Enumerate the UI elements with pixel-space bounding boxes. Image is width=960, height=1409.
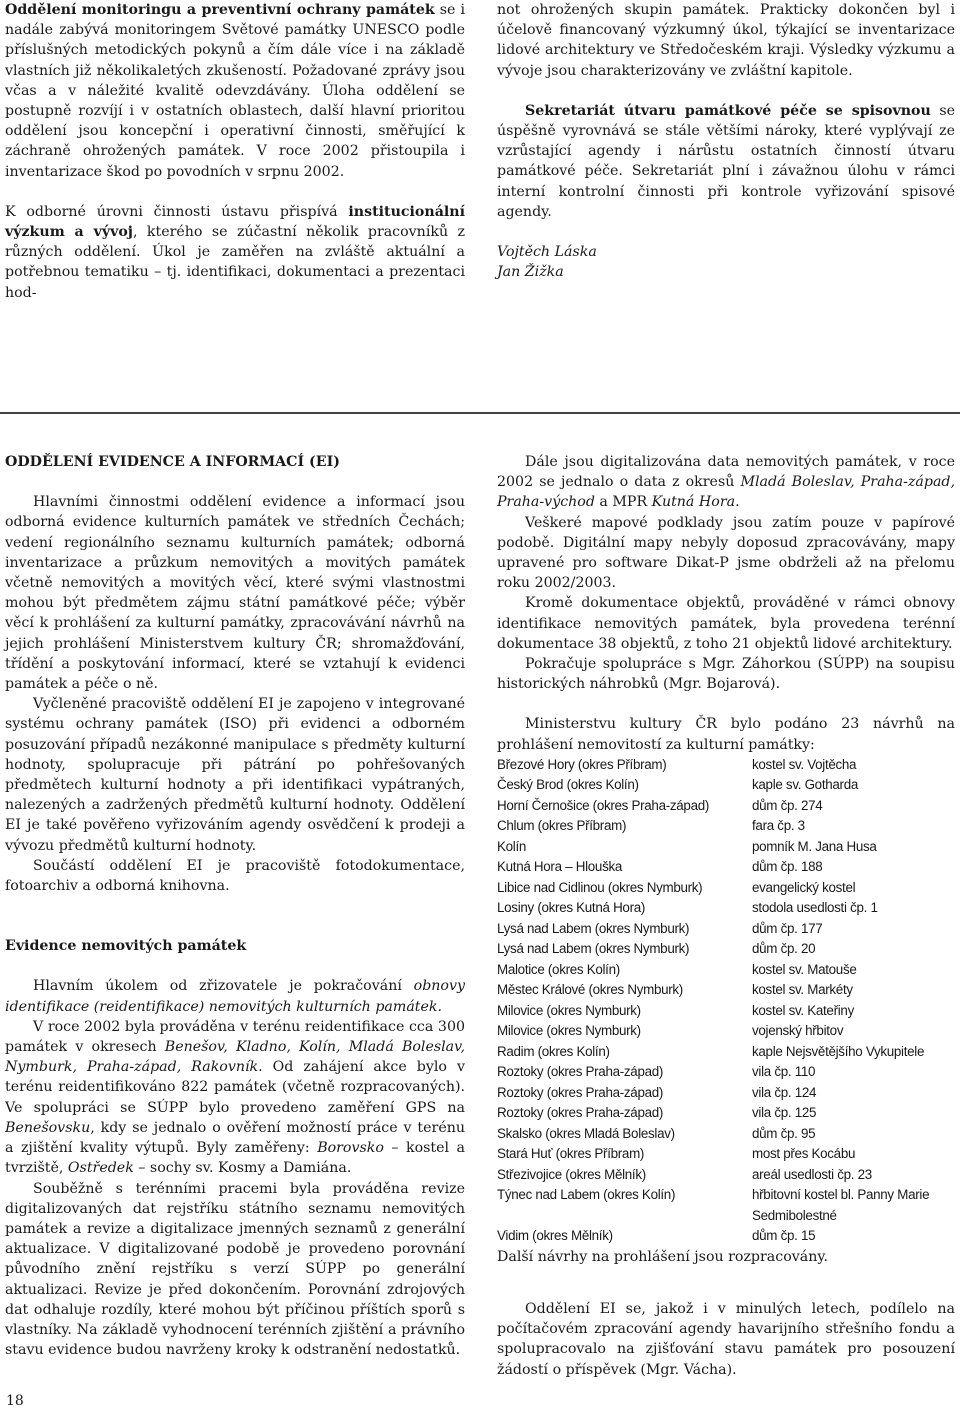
- list-item-object: vila čp. 125: [752, 1105, 817, 1121]
- list-item: [497, 878, 955, 899]
- paragraph-text: se i nadále zabývá monitoringem Světové památky UNESCO podle příslušných metodických pokynů a čím dále více i na základě vlastních již několikaletých zkušeností. Požadované zprávy jsou včas a v náležité kvalitě odevzdávány. Úloha oddělení se postupně rozvíjí i v ostatních oblastech, další hlavní prioritou oddělení jsou koncepční i operativní činnosti, směřující k záchraně ohrožených památek. V roce 2002 přistoupila i inventarizace škod po povodních v srpnu 2002.: [5, 2, 465, 180]
- list-item-object: vila čp. 124: [752, 1084, 817, 1100]
- list-item-place: Lysá nad Labem (okres Nymburk): [497, 920, 690, 936]
- list-item-object: dům čp. 95: [752, 1125, 816, 1141]
- paragraph: Součástí oddělení EI je pracoviště fotodokumentace, fotoarchiv a odborná knihovna.: [5, 857, 465, 895]
- list-item: [497, 1103, 955, 1124]
- paragraph-text: Hlavním úkolem od zřizovatele je pokračování: [33, 978, 414, 995]
- list-item-place: Milovice (okres Nymburk): [497, 1023, 641, 1039]
- paragraph-text: – sochy sv. Kosmy a Damiána.: [133, 1160, 352, 1177]
- paragraph-text: , kdy se jednalo o ověření možností práce v terénu a zjištění kvality výtupů. Byly zaměřeny:: [5, 1119, 465, 1157]
- list-item: [497, 919, 955, 940]
- paragraph: Veškeré mapové podklady jsou zatím pouze v papírové podobě. Digitální mapy nebyly doposud zpracovávány, mapy upravené pro software Dikat-P jsme obdrželi až na přelomu roku 2002/2003.: [497, 514, 955, 592]
- list-item-object: dům čp. 177: [752, 920, 823, 936]
- paragraph-text: .: [735, 494, 740, 511]
- list-item-place: Roztoky (okres Praha-západ): [497, 1084, 664, 1100]
- emphasis: obnovy identifikace (reidentifikace) nemovitých kulturních památek.: [5, 978, 465, 1015]
- list-item-place: Český Brod (okres Kolín): [497, 777, 639, 793]
- section-lead: Oddělení monitoringu a preventivní ochrany památek: [5, 2, 435, 18]
- paragraph: Oddělení EI se, jakož i v minulých letech, podílelo na počítačovém zpracování agendy havarijního střešního fondu a spolupracovalo na zjišťování stavu památek pro posouzení žádostí o příspěvek (Mgr. Vácha).: [497, 1301, 955, 1378]
- bottom-right-column: [497, 452, 955, 1380]
- list-item: [497, 1124, 955, 1145]
- place-name: Benešovsku: [5, 1119, 91, 1136]
- list-item: [497, 775, 955, 796]
- list-item-place: Kolín: [497, 838, 527, 854]
- section-heading: ODDĚLENÍ EVIDENCE A INFORMACÍ (EI): [5, 454, 340, 470]
- paragraph: Kromě dokumentace objektů, prováděné v rámci obnovy identifikace nemovitých památek, byla provedena terénní dokumentace 38 objektů, z toho 21 objektů lidové architektury.: [497, 595, 955, 652]
- list-item: [497, 1001, 955, 1022]
- subsection-heading: Evidence nemovitých památek: [5, 938, 247, 955]
- top-left-column: [5, 0, 465, 303]
- list-item-object: kaple sv. Gotharda: [752, 777, 859, 793]
- list-item-object: areál usedlosti čp. 23: [752, 1166, 872, 1182]
- list-item: [497, 1042, 955, 1063]
- list-item-object: kostel sv. Matouše: [752, 961, 857, 977]
- list-item: [497, 837, 955, 858]
- list-item-place: Milovice (okres Nymburk): [497, 1002, 641, 1018]
- section-divider: [0, 412, 960, 414]
- list-item-place: Stará Huť (okres Příbram): [497, 1146, 645, 1162]
- paragraph: Další návrhy na prohlášení jsou rozpracovány.: [497, 1248, 828, 1265]
- list-item-place: Malotice (okres Kolín): [497, 961, 620, 977]
- signature: Vojtěch Láska: [497, 244, 597, 261]
- list-item-object: kostel sv. Kateřiny: [752, 1002, 854, 1018]
- list-item-place: Libice nad Cidlinou (okres Nymburk): [497, 879, 703, 895]
- list-item-object: dům čp. 20: [752, 941, 816, 957]
- section-lead: Sekretariát útvaru památkové péče se spisovnou: [525, 102, 931, 119]
- list-item-place: Kutná Hora – Hlouška: [497, 859, 623, 875]
- list-item-place: Chlum (okres Příbram): [497, 818, 627, 834]
- list-item-place: Lysá nad Labem (okres Nymburk): [497, 941, 690, 957]
- list-item-place: Roztoky (okres Praha-západ): [497, 1064, 664, 1080]
- paragraph-text: se úspěšně vyrovnává se stále většími nároky, které vyplývají ze vzrůstající agendy i nárůstu ostatních činností útvaru památkové péče. Sekretariát plní i závažnou úlohu v rámci interní kontrolní činnosti při kontrole vyřizování spisové agendy.: [497, 102, 955, 220]
- list-item-object: most přes Kocábu: [752, 1146, 856, 1162]
- declaration-list: [497, 755, 955, 1247]
- district-list: Benešov, Kladno, Kolín, Mladá Boleslav, Nymburk, Praha-západ, Rakovník: [5, 1039, 465, 1076]
- paragraph: [5, 202, 465, 303]
- list-item-place: Losiny (okres Kutná Hora): [497, 900, 646, 916]
- paragraph-text: – kostel a tvrziště,: [5, 1140, 465, 1177]
- list-item-object: kostel sv. Vojtěcha: [752, 756, 857, 772]
- place-name: Ostředek: [67, 1160, 134, 1177]
- list-item: [497, 1144, 955, 1165]
- paragraph: Souběžně s terénními pracemi byla prováděna revize digitalizovaných dat rejstříku státního seznamu nemovitých památek a revize a digitalizace jmenných seznamů z generální aktualizace. V digitalizované podobě je provedeno porovnání původního znění rejstříku s verzí SÚPP po generální aktualizaci. Revize je před dokončením. Porovnání zdrojových dat odhaluje rozdíly, které mohou být příčinou příštích sporů s vlastníky. Na základě vyhodnocení terénních zjištění a právního stavu evidence budou navrženy kroky k odstranění nedostatků.: [5, 1180, 465, 1359]
- list-item: [497, 980, 955, 1001]
- paragraph: Pokračuje spolupráce s Mgr. Záhorkou (SÚPP) na soupisu historických náhrobků (Mgr. Bojarová).: [497, 656, 955, 693]
- list-item-object: kaple Nejsvětějšího Vykupitele: [752, 1043, 925, 1059]
- list-item-object: dům čp. 15: [752, 1228, 816, 1244]
- list-item-object: kostel sv. Markéty: [752, 982, 853, 998]
- paragraph: [5, 976, 465, 1016]
- paragraph: [497, 452, 955, 513]
- list-item-place: Březové Hory (okres Příbram): [497, 756, 667, 772]
- paragraph: [5, 1017, 465, 1179]
- paragraph-text: V roce 2002 byla prováděna v terénu reidentifikace cca 300 památek v okresech: [5, 1018, 465, 1056]
- list-item: [497, 857, 955, 878]
- list-item-place: Horní Černošice (okres Praha-západ): [497, 797, 710, 813]
- list-item: [497, 960, 955, 981]
- list-item-place: Vidim (okres Mělník): [497, 1228, 613, 1244]
- list-item: [497, 816, 955, 837]
- list-item-place: Střezivojice (okres Mělník): [497, 1166, 646, 1182]
- paragraph: Ministerstvu kultury ČR bylo podáno 23 návrhů na prohlášení nemovitostí za kulturní památky:: [497, 716, 955, 753]
- place-name: Kutná Hora: [651, 494, 736, 511]
- list-item-place: Skalsko (okres Mladá Boleslav): [497, 1125, 675, 1141]
- list-item-object: hřbitovní kostel bl. Panny Marie Sedmibolestné: [752, 1187, 930, 1223]
- list-item-object: pomník M. Jana Husa: [752, 838, 877, 854]
- paragraph-text: . Od zahájení akce bylo v terénu reidentifikováno 822 památek (včetně rozpracovaných). Ve spolupráci se SÚPP bylo provedeno zaměření GPS na: [5, 1059, 465, 1116]
- list-item: [497, 1062, 955, 1083]
- list-item: [497, 796, 955, 817]
- list-item: [497, 898, 955, 919]
- top-right-column: [497, 0, 955, 282]
- list-item-place: Městec Králové (okres Nymburk): [497, 982, 683, 998]
- list-item-object: dům čp. 188: [752, 859, 823, 875]
- signature: Jan Žižka: [497, 264, 564, 281]
- paragraph-text: , kterého se zúčastní několik pracovníků z různých oddělení. Úkol je zaměřen na zvláště aktuální a potřebnou tematiku – tj. identifikaci, dokumentaci a prezentaci hod-: [5, 224, 465, 301]
- paragraph: [497, 101, 955, 222]
- list-item-object: stodola usedlosti čp. 1: [752, 900, 878, 916]
- paragraph: [5, 0, 465, 182]
- list-item-object: evangelický kostel: [752, 879, 856, 895]
- list-item-place: Roztoky (okres Praha-západ): [497, 1105, 664, 1121]
- paragraph: Vyčleněné pracoviště oddělení EI je zapojeno v integrované systému ochrany památek (ISO) při evidenci a odborném posuzování případů nezákonné manipulace s předměty kulturní hodnoty, spolupracuje při pátrání po pohřešovaných předmětech kulturní hodnoty a při identifikaci vypátraných, nalezených a zadržených předmětů kulturní hodnoty. Oddělení EI je také pověřeno vyřizováním agendy osvědčení k prodeji a vývozu předmětů kulturní hodnoty.: [5, 696, 465, 854]
- list-item-object: fara čp. 3: [752, 818, 805, 834]
- list-item-object: vojenský hřbitov: [752, 1023, 844, 1039]
- place-name: Borovsko: [317, 1140, 384, 1157]
- list-item: [497, 1083, 955, 1104]
- list-item-place: Radim (okres Kolín): [497, 1043, 610, 1059]
- list-item: [497, 1021, 955, 1042]
- bottom-left-column: [5, 452, 465, 1360]
- emphasis: institucionální výzkum a vývoj: [5, 203, 465, 241]
- list-item: [497, 1165, 955, 1186]
- list-item-object: vila čp. 110: [752, 1064, 816, 1080]
- list-item-place: Týnec nad Labem (okres Kolín): [497, 1187, 676, 1203]
- paragraph-text: Dále jsou digitalizována data nemovitých památek, v roce 2002 se jednalo o data z okresů: [497, 454, 955, 491]
- district-list: Mladá Boleslav, Praha-západ, Praha-východ: [497, 474, 956, 511]
- list-item: [497, 755, 955, 776]
- list-item: [497, 1226, 955, 1247]
- paragraph: Hlavními činnostmi oddělení evidence a informací jsou odborná evidence kulturních památek ve středních Čechách; vedení regionálního seznamu kulturních památek; odborná inventarizace a průzkum nemovitých a movitých památek včetně nemovitých a movitých věcí, které svými vlastnostmi mohou být předmětem zájmu státní památkové péče; výběr věcí k prohlášení za kulturní památky, zpracovávání návrhů na jejich prohlášení Ministerstvem kultury ČR; shromažďování, třídění a poskytování informací, které se vztahují k evidenci památek a péče o ně.: [5, 494, 465, 693]
- list-item: [497, 939, 955, 960]
- list-item-object: dům čp. 274: [752, 797, 823, 813]
- paragraph-text: K odborné úrovni činnosti ústavu přispívá: [5, 203, 349, 220]
- page-number: 18: [6, 1393, 24, 1409]
- paragraph-text: a MPR: [594, 494, 652, 511]
- paragraph: not ohrožených skupin památek. Prakticky dokončen byl i účelově financovaný výzkumný úkol, týkající se inventarizace lidové architektury ve Středočeském kraji. Výsledky výzkumu a vývoje jsou charakterizovány ve zvláštní kapitole.: [497, 2, 955, 79]
- list-item: [497, 1185, 955, 1226]
